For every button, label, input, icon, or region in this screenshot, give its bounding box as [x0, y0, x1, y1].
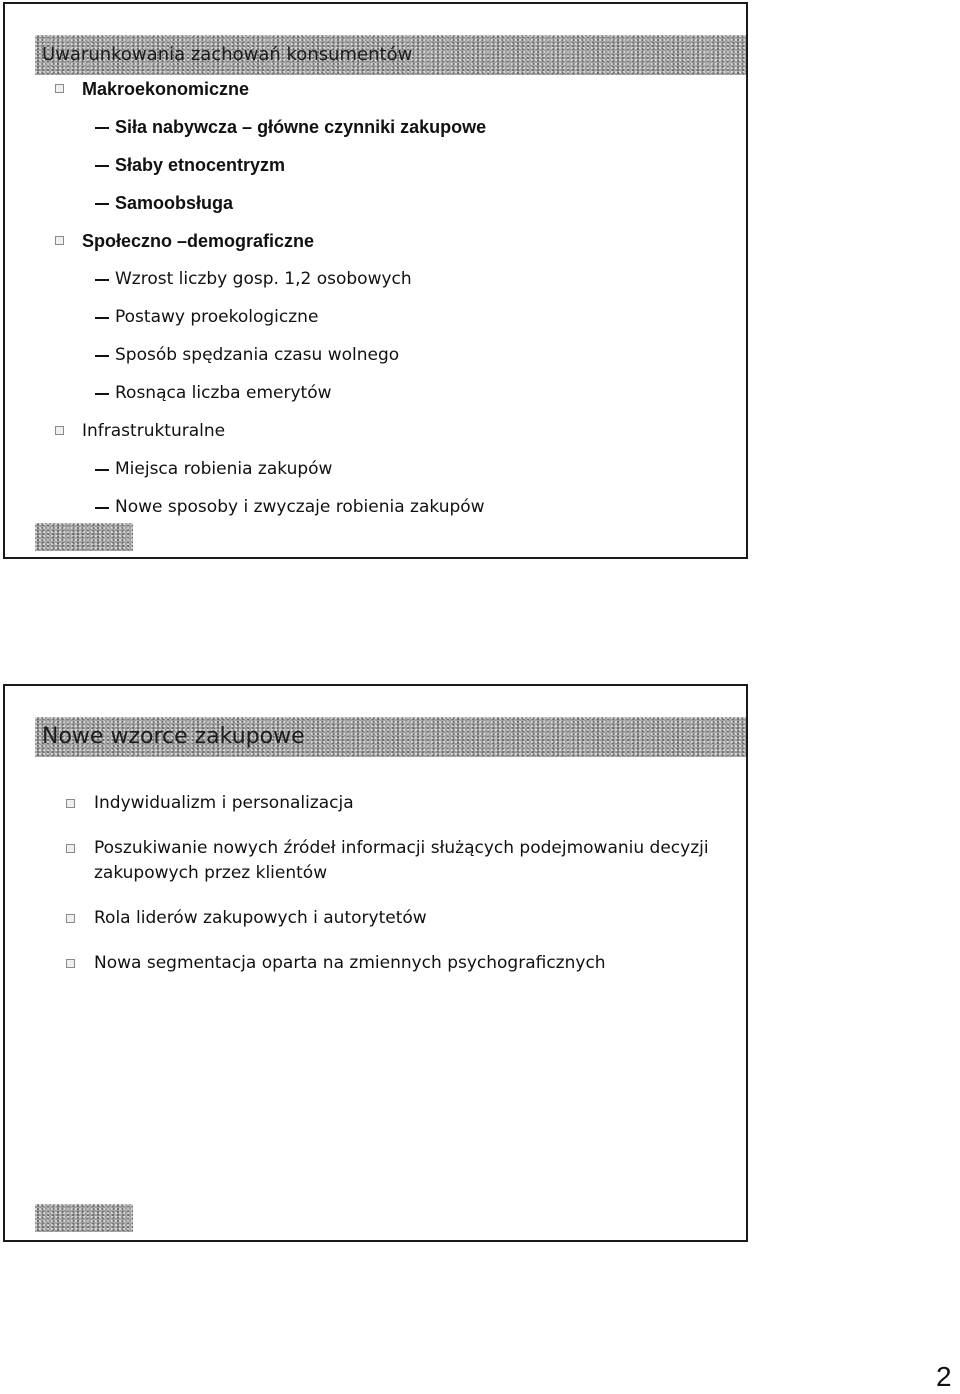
- dash-icon: [95, 165, 109, 167]
- sub-list-item-label: Wzrost liczby gosp. 1,2 osobowych: [115, 269, 412, 289]
- bullet-icon: [66, 799, 75, 808]
- list-item: [5, 791, 724, 816]
- list-item: [5, 222, 746, 260]
- list-item-label: Społeczno –demograficzne: [82, 231, 315, 251]
- list-item: [5, 951, 724, 976]
- page-number: 2: [936, 1361, 952, 1392]
- slide-1: [3, 2, 748, 559]
- bullet-icon: [66, 959, 75, 968]
- sub-list-item: [5, 260, 746, 298]
- sub-list-item: [5, 146, 746, 184]
- sub-list-item-label: Postawy proekologiczne: [115, 307, 319, 327]
- sub-list-item: [5, 488, 746, 526]
- dash-icon: [95, 393, 109, 395]
- sub-list-item-label: Słaby etnocentryzm: [115, 155, 286, 175]
- dash-icon: [95, 469, 109, 471]
- bullet-icon: [66, 914, 75, 923]
- slide-footer-block: [35, 1204, 133, 1232]
- dash-icon: [95, 355, 109, 357]
- sub-list-item-label: Siła nabywcza – główne czynniki zakupowe: [115, 117, 487, 137]
- sub-list-item-label: Samoobsługa: [115, 193, 234, 213]
- dash-icon: [95, 127, 109, 129]
- dash-icon: [95, 317, 109, 319]
- dash-icon: [95, 279, 109, 281]
- slide-2: [3, 684, 748, 1242]
- sub-list-item-label: Sposób spędzania czasu wolnego: [115, 345, 400, 365]
- sub-list-item: [5, 298, 746, 336]
- dash-icon: [95, 507, 109, 509]
- list-item-label: Nowa segmentacja oparta na zmiennych psychograficznych: [94, 953, 606, 973]
- slide-footer-block: [35, 523, 133, 551]
- list-item-label: Infrastrukturalne: [82, 421, 226, 441]
- slide-title-bar: [35, 35, 746, 75]
- list-item: [5, 836, 724, 886]
- list-item-label: Indywidualizm i personalizacja: [94, 793, 354, 813]
- sub-list-item: [5, 374, 746, 412]
- list-item-label: Poszukiwanie nowych źródeł informacji służących podejmowaniu decyzji zakupowych przez klientów: [94, 838, 709, 883]
- sub-list-item-label: Nowe sposoby i zwyczaje robienia zakupów: [115, 497, 485, 517]
- sub-list-item: [5, 108, 746, 146]
- list-item: [5, 906, 724, 931]
- list-item-label: Rola liderów zakupowych i autorytetów: [94, 908, 427, 928]
- slide-title: Nowe wzorce zakupowe: [42, 724, 305, 749]
- bullet-icon: [66, 844, 75, 853]
- slide-bullet-list: [5, 791, 724, 996]
- sub-list-item: [5, 336, 746, 374]
- list-item: [5, 412, 746, 450]
- bullet-icon: [55, 236, 64, 245]
- sub-list-item: [5, 184, 746, 222]
- list-item-label: Makroekonomiczne: [82, 79, 250, 99]
- slide-outline: [5, 70, 746, 526]
- dash-icon: [95, 203, 109, 205]
- slide-title: Uwarunkowania zachowań konsumentów: [42, 44, 413, 65]
- sub-list-item-label: Rosnąca liczba emerytów: [115, 383, 332, 403]
- sub-list-item-label: Miejsca robienia zakupów: [115, 459, 333, 479]
- bullet-icon: [55, 84, 64, 93]
- sub-list-item: [5, 450, 746, 488]
- slide-title-bar: [35, 717, 746, 757]
- bullet-icon: [55, 426, 64, 435]
- list-item: [5, 70, 746, 108]
